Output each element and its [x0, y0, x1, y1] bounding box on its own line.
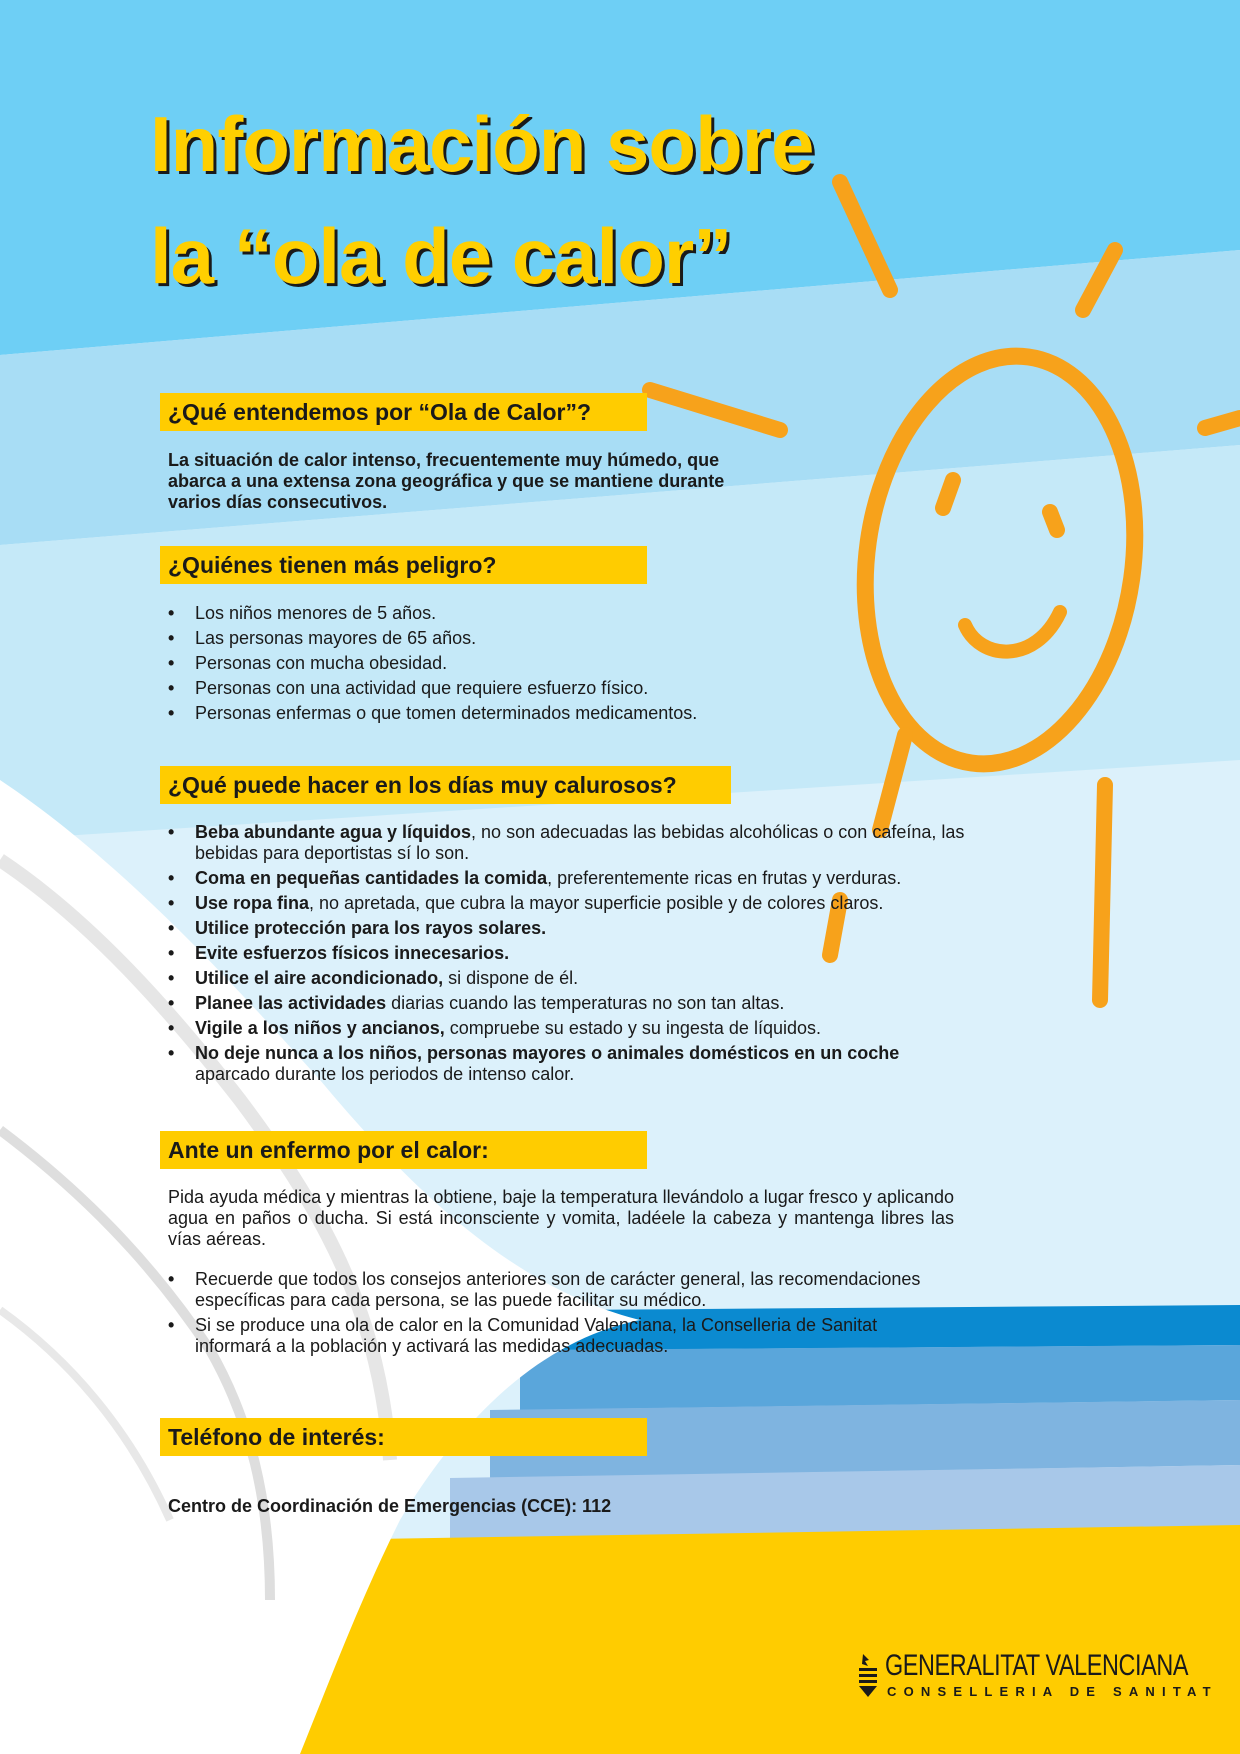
section-heading-text: ¿Qué entendemos por “Ola de Calor”? — [168, 399, 592, 425]
list-item-text: aparcado durante los periodos de intenso calor. — [195, 1064, 575, 1084]
page-title — [150, 88, 813, 312]
list-item — [168, 822, 968, 864]
list-item-bold: Evite esfuerzos físicos innecesarios. — [195, 943, 510, 963]
section-heading-text: Ante un enfermo por el calor: — [168, 1137, 489, 1163]
section-heading-text: ¿Qué puede hacer en los días muy calurosos? — [168, 772, 677, 798]
list-item — [168, 968, 968, 989]
section-heading-risk — [160, 546, 647, 584]
generalitat-logo — [855, 1649, 1218, 1705]
sick-notes-list — [168, 1269, 958, 1361]
section-heading-definition — [160, 393, 647, 431]
actions-list — [168, 822, 968, 1089]
list-item-bold: Utilice protección para los rayos solares. — [195, 918, 547, 938]
crest-icon — [855, 1652, 881, 1698]
list-item: • Personas con mucha obesidad. — [168, 651, 697, 676]
list-item-bold: Vigile a los niños y ancianos, — [195, 1018, 445, 1038]
list-item-bold: No deje nunca a los niños, personas mayores o animales domésticos en un coche — [195, 1043, 900, 1063]
list-item: • Personas enfermas o que tomen determinados medicamentos. — [168, 701, 697, 726]
risk-list — [168, 601, 697, 726]
list-item-text: diarias cuando las temperaturas no son tan altas. — [386, 993, 785, 1013]
list-item-text: , no apretada, que cubra la mayor superficie posible y de colores claros. — [309, 893, 884, 913]
list-item-bold: Beba abundante agua y líquidos — [195, 822, 472, 842]
sick-text: Pida ayuda médica y mientras la obtiene, baje la temperatura llevándolo a lugar fresco y aplicando agua en paños o ducha. Si está inconsciente y vomita, ladéele la cabeza y mantenga libres las vías aéreas. — [168, 1187, 954, 1249]
list-item: • Recuerde que todos los consejos anteriores son de carácter general, las recomendaciones específicas para cada persona, se las puede facilitar su médico. — [168, 1269, 958, 1311]
list-item-bold: Use ropa fina — [195, 893, 310, 913]
section-heading-sick — [160, 1131, 647, 1169]
list-item-bold: Utilice el aire acondicionado, — [195, 968, 444, 988]
list-item-bold: Coma en pequeñas cantidades la comida — [195, 868, 548, 888]
list-item-text: compruebe su estado y su ingesta de líquidos. — [444, 1018, 821, 1038]
list-item: • Personas con una actividad que requiere esfuerzo físico. — [168, 676, 697, 701]
list-item: • Los niños menores de 5 años. — [168, 601, 697, 626]
list-item — [168, 868, 968, 889]
list-item: • Si se produce una ola de calor en la Comunidad Valenciana, la Conselleria de Sanitat informará a la población y activará las medidas adecuadas. — [168, 1315, 958, 1357]
title-line-1: Información sobre — [150, 100, 814, 188]
list-item: • Las personas mayores de 65 años. — [168, 626, 697, 651]
list-item — [168, 918, 968, 939]
list-item-text: si dispone de él. — [443, 968, 579, 988]
department-name: CONSELLERIA DE SANITAT — [887, 1684, 1218, 1699]
list-item — [168, 893, 968, 914]
list-item — [168, 993, 968, 1014]
section-heading-text: Teléfono de interés: — [168, 1424, 385, 1450]
org-name: GENERALITAT VALENCIANA — [885, 1649, 1189, 1682]
list-item — [168, 1018, 968, 1039]
title-line-2: la “ola de calor” — [150, 212, 732, 300]
list-item-bold: Planee las actividades — [195, 993, 387, 1013]
section-heading-phone — [160, 1418, 647, 1456]
emergency-phone-text: Centro de Coordinación de Emergencias (CCE): 112 — [168, 1496, 612, 1516]
definition-text: La situación de calor intenso, frecuentemente muy húmedo, que abarca a una extensa zona geográfica y que se mantiene durante varios días consecutivos. — [168, 450, 725, 512]
section-heading-actions — [160, 766, 731, 804]
list-item — [168, 1043, 968, 1085]
list-item — [168, 943, 968, 964]
section-heading-text: ¿Quiénes tienen más peligro? — [168, 552, 497, 578]
list-item-text: , preferentemente ricas en frutas y verduras. — [547, 868, 902, 888]
list-item-text: , no son adecuadas las bebidas alcohólicas o con cafeína, las bebidas para deportistas sí lo son. — [195, 822, 965, 863]
